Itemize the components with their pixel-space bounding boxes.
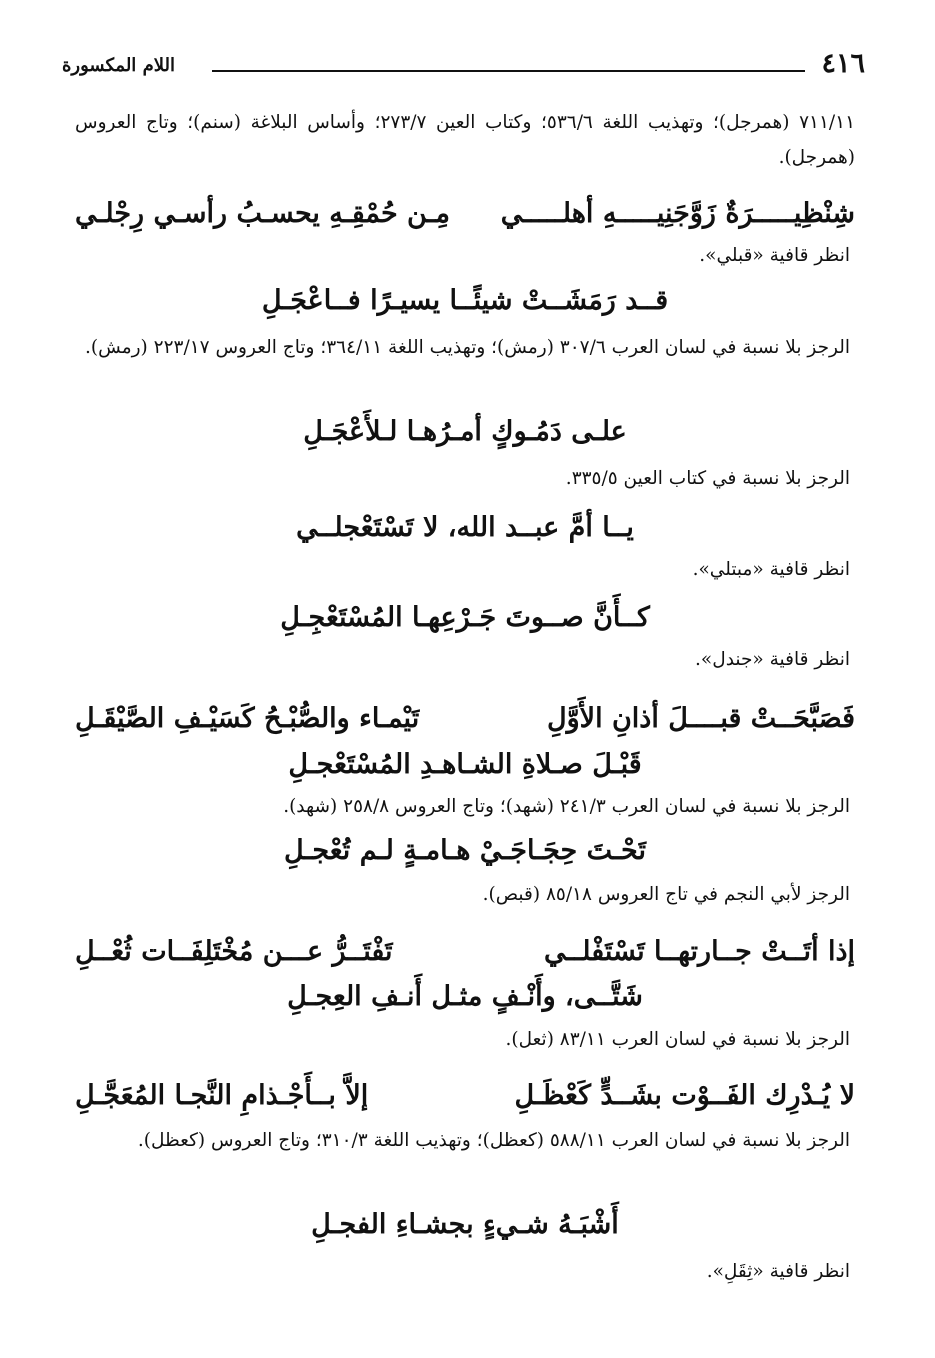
verse-7: تَحْـتَ حِجَـاجَـيْ هـامـةٍ لـم تُعْجـلِ bbox=[284, 835, 646, 866]
page-number: ٤١٦ bbox=[821, 48, 865, 79]
verse-8 bbox=[75, 930, 855, 974]
verse-9-note: الرجز بلا نسبة في لسان العرب ٥٨٨/١١ (كعظل)؛ وتهذيب اللغة ٣١٠/٣؛ وتاج العروس (كعظل). bbox=[137, 1130, 850, 1151]
verse-8-second-hemistich: تَفْتَــرُّ عـــن مُخْتَلِفَــات ثُعْــلِ bbox=[75, 936, 393, 967]
header-rule bbox=[212, 70, 805, 72]
verse-5: كــأَنَّ صــوتَ جَـرْعِهـا المُسْتَعْجِـلِ bbox=[280, 602, 650, 633]
verse-3-note: الرجز بلا نسبة في كتاب العين ٣٣٥/٥. bbox=[565, 468, 850, 489]
verse-7-note: الرجز لأبي النجم في تاج العروس ٨٥/١٨ (قبص). bbox=[482, 884, 850, 905]
verse-3: علـى دَمُـوكٍ أمـرُهـا لـلأَعْجَـلِ bbox=[303, 416, 627, 447]
verse-6-second-hemistich: تَيْمـاء والصُّبْـحُ كَسَيْـفِ الصَّيْقَـلِ bbox=[75, 703, 420, 734]
verse-8-continuation: شَتَّــى، وأَنْـفٍ مثـل أَنـفِ العِجـلِ bbox=[287, 981, 643, 1012]
verse-8-first-hemistich: إذا أتَــتْ جــارتهــا تَسْتَفْلــي bbox=[543, 936, 855, 967]
verse-4: يــا أمَّ عبــد الله، لا تَسْتَعْجلــي bbox=[296, 512, 634, 543]
verse-2-note: الرجز بلا نسبة في لسان العرب ٣٠٧/٦ (رمش)؛ وتهذيب اللغة ٣٦٤/١١؛ وتاج العروس ٢٢٣/١٧ (رمش). bbox=[85, 337, 850, 358]
verse-8-note: الرجز بلا نسبة في لسان العرب ٨٣/١١ (ثعل). bbox=[505, 1029, 850, 1050]
verse-1-first-hemistich: شِنْظِيـــــرَةٌ زَوَّجَنِيـــــهِ أهلـــــي bbox=[500, 198, 855, 229]
verse-1-note: انظر قافية «قبلي». bbox=[699, 245, 850, 266]
verse-2: قــد رَمَشَــتْ شيئًــا يسيـرًا فــاعْجَـلِ bbox=[261, 285, 669, 316]
footnote-continuation: ٧١١/١١ (همرجل)؛ وتهذيب اللغة ٥٣٦/٦؛ وكتاب العين ٢٧٣/٧؛ وأساس البلاغة (سنم)؛ وتاج العروس (همرجل). bbox=[75, 112, 856, 168]
verse-4-note: انظر قافية «مبتلي». bbox=[692, 559, 850, 580]
verse-6-note: الرجز بلا نسبة في لسان العرب ٢٤١/٣ (شهد)؛ وتاج العروس ٢٥٨/٨ (شهد). bbox=[283, 796, 850, 817]
verse-10-note: انظر قافية «ثِقَلِ». bbox=[706, 1261, 850, 1282]
verse-10: أَشْبَـهُ شـيءٍ بجشـاءِ الفجـلِ bbox=[311, 1209, 619, 1240]
verse-9-first-hemistich: لا يُـدْرِك الفَــوْت بشَــدٍّ كَعْظَـلِ bbox=[514, 1080, 855, 1111]
verse-5-note: انظر قافية «جندل». bbox=[695, 649, 850, 670]
verse-6 bbox=[75, 697, 855, 741]
verse-1 bbox=[75, 192, 855, 236]
running-title: اللام المكسورة bbox=[62, 55, 175, 76]
verse-9-second-hemistich: إلاَّ بــأَجْـذامِ النَّجـا المُعَجَّـلِ bbox=[75, 1080, 369, 1111]
page-header bbox=[62, 44, 865, 84]
verse-6-first-hemistich: فَصَبَّحَــتْ قبــــلَ أذانِ الأَوَّلِ bbox=[547, 703, 855, 734]
verse-6-continuation: قَبْـلَ صـلاةِ الشـاهـدِ المُسْتَعْجـلِ bbox=[288, 749, 642, 780]
verse-9 bbox=[75, 1074, 855, 1118]
verse-1-second-hemistich: مِـن حُمْقِـهِ يحسـبُ رأسـي رِجْلـي bbox=[75, 198, 450, 229]
